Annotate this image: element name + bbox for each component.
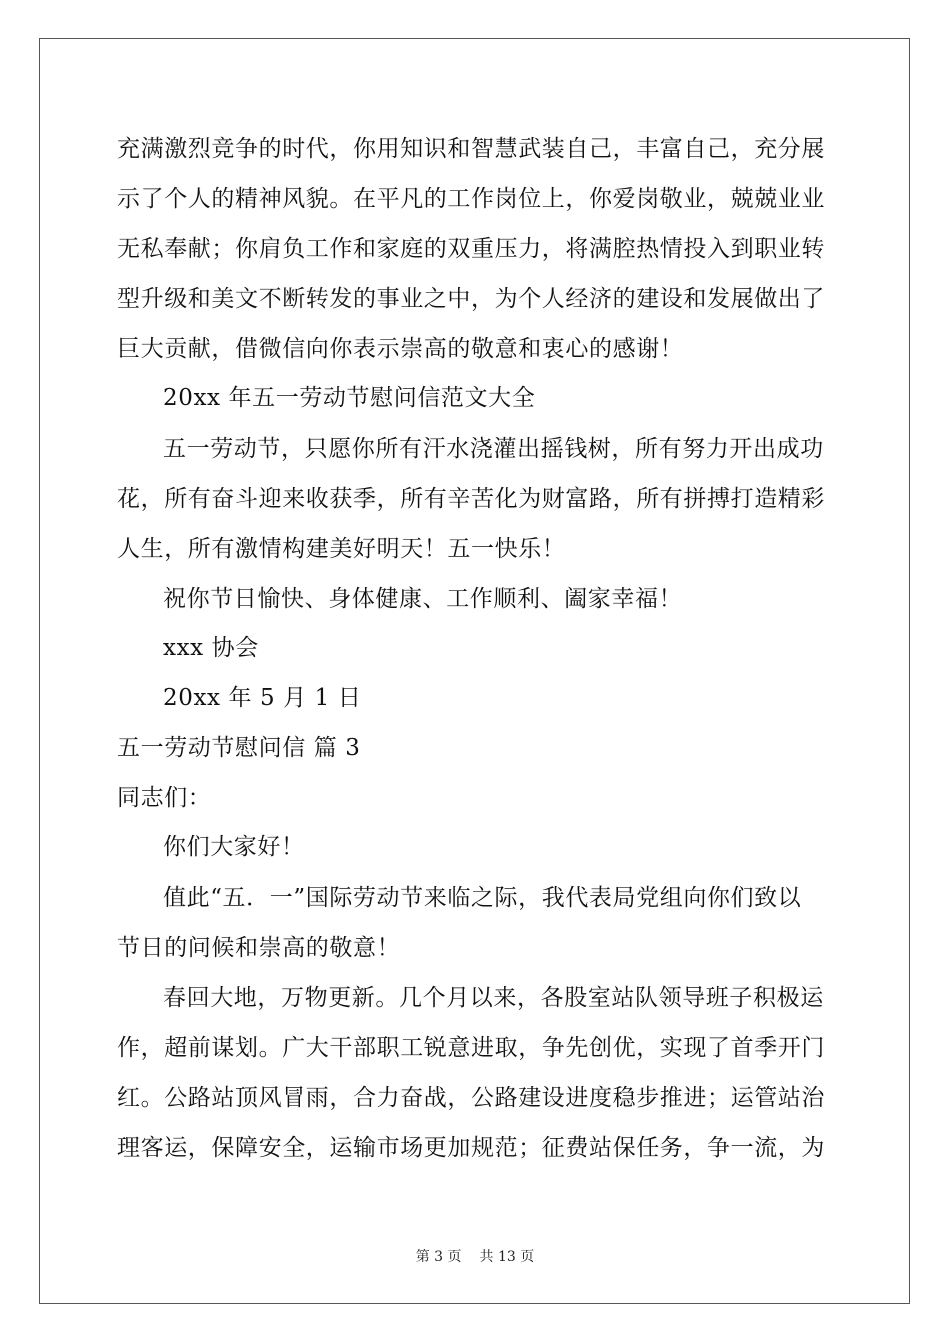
page-border — [39, 38, 910, 1304]
paragraph-line: 值此“五．一”国际劳动节来临之际，我代表局党组向你们致以 — [163, 885, 802, 911]
paragraph-line: 红。公路站顶风冒雨，合力奋战，公路建设进度稳步推进；运管站治 — [117, 1085, 825, 1111]
letter-title: 五一劳动节慰问信 篇 3 — [117, 735, 361, 761]
paragraph-line: 春回大地，万物更新。几个月以来，各股室站队领导班子积极运 — [163, 985, 824, 1011]
greeting: 你们大家好！ — [163, 834, 305, 860]
salutation: 同志们： — [117, 785, 212, 811]
paragraph-line: 祝你节日愉快、身体健康、工作顺利、阖家幸福！ — [163, 586, 683, 612]
paragraph-line: 理客运，保障安全，运输市场更加规范；征费站保任务，争一流，为 — [117, 1135, 825, 1161]
paragraph-line: 节日的问候和崇高的敬意！ — [117, 935, 401, 961]
total-pages: 共 13 页 — [479, 1249, 535, 1265]
paragraph-line: 作，超前谋划。广大干部职工锐意进取，争先创优，实现了首季开门 — [117, 1035, 825, 1061]
paragraph-line: 花，所有奋斗迎来收获季，所有辛苦化为财富路，所有拼搏打造精彩 — [117, 486, 825, 512]
paragraph-line: 充满激烈竞争的时代，你用知识和智慧武装自己，丰富自己，充分展 — [117, 136, 825, 162]
paragraph-line: 五一劳动节，只愿你所有汗水浇灌出摇钱树，所有努力开出成功 — [163, 436, 824, 462]
paragraph-line: 型升级和美文不断转发的事业之中，为个人经济的建设和发展做出了 — [117, 286, 825, 312]
signature-date: 20xx 年 5 月 1 日 — [163, 685, 362, 711]
paragraph-line: 人生，所有激情构建美好明天！五一快乐！ — [117, 536, 566, 562]
paragraph-line: 无私奉献；你肩负工作和家庭的双重压力，将满腔热情投入到职业转 — [117, 236, 825, 262]
paragraph-line: 巨大贡献，借微信向你表示崇高的敬意和衷心的感谢！ — [117, 336, 684, 362]
paragraph-line: 示了个人的精神风貌。在平凡的工作岗位上，你爱岗敬业，兢兢业业 — [117, 186, 825, 212]
section-heading: 20xx 年五一劳动节慰问信范文大全 — [163, 385, 536, 411]
current-page-number: 第 3 页 — [415, 1249, 462, 1265]
page-footer — [0, 1248, 950, 1266]
signature-org: xxx 协会 — [163, 635, 259, 661]
